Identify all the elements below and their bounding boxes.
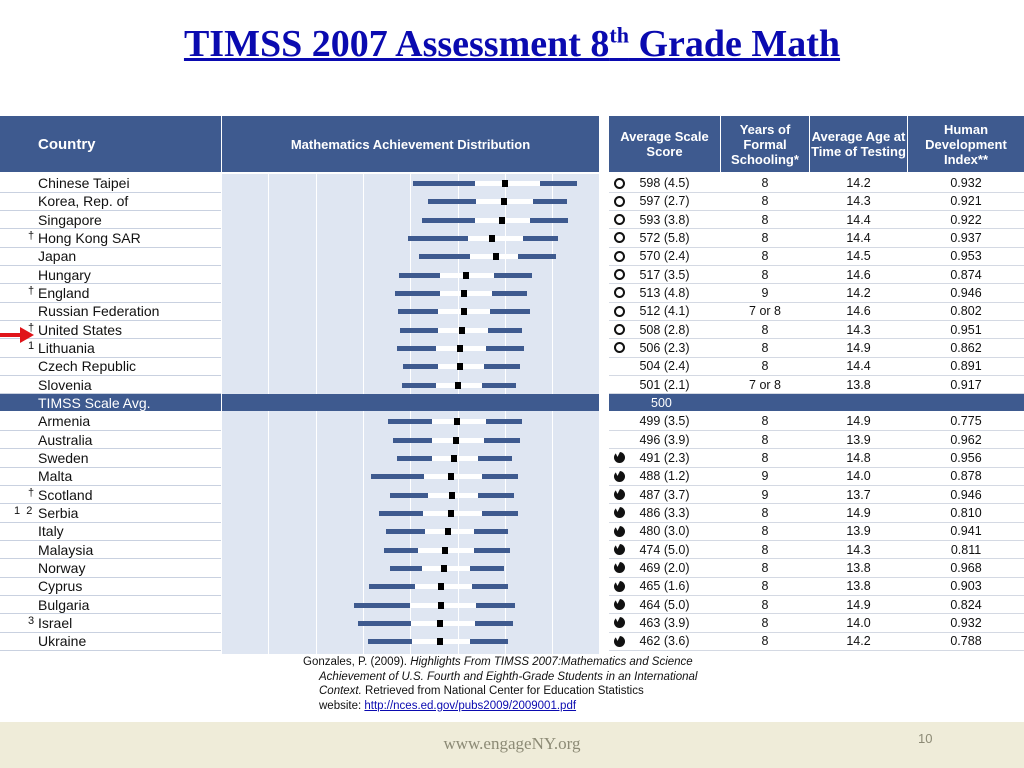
confidence-bar-left: [423, 511, 449, 516]
percentile-bar-high: [482, 383, 516, 388]
percentile-bar-high: [486, 346, 524, 351]
hdi-header: Human Development Index**: [908, 116, 1024, 172]
footer-bar: [0, 722, 1024, 768]
percentile-bar-high: [470, 566, 504, 571]
score-cell: 572 (5.8): [639, 230, 690, 245]
age-cell: 13.8: [846, 560, 871, 575]
row-divider: [0, 247, 221, 248]
percentile-bar-low: [402, 383, 436, 388]
years-schooling-header: Years of Formal Schooling*: [721, 116, 809, 172]
confidence-bar-left: [418, 548, 442, 553]
confidence-bar-left: [438, 364, 458, 369]
country-name: Russian Federation: [38, 303, 160, 320]
mean-marker: [501, 198, 507, 205]
score-cell: 501 (2.1): [639, 377, 690, 392]
score-cell: 486 (3.3): [639, 505, 690, 520]
hdi-cell: 0.956: [950, 450, 982, 465]
country-name: Lithuania: [38, 339, 95, 356]
grid-line: [410, 174, 411, 654]
hdi-cell: 0.932: [950, 176, 982, 190]
mean-marker: [459, 327, 465, 334]
score-cell: 593 (3.8): [639, 212, 690, 227]
percentile-bar-high: [486, 419, 522, 424]
years-cell: 8: [761, 230, 769, 245]
grid-line: [458, 174, 459, 654]
score-cell: 488 (1.2): [639, 469, 690, 484]
percentile-bar-low: [398, 309, 438, 314]
age-cell: 14.8: [846, 450, 871, 465]
age-cell: 14.2: [846, 176, 871, 190]
years-cell: 8: [761, 322, 769, 337]
percentile-bar-low: [397, 456, 432, 461]
hdi-cell: 0.937: [950, 230, 982, 245]
country-name: Malta: [38, 468, 73, 485]
score-cell: 512 (4.1): [639, 304, 690, 319]
percentile-bar-low: [379, 511, 423, 516]
score-cell: 500: [651, 395, 672, 410]
citation: Gonzales, P. (2009). Highlights From TIMSS 2007:Mathematics and Science Achievement of U.S. Fourth and Eighth-Grade Students in an International Context. Retrieved from National Center for Education Statistics website: http://nces.ed.gov/pubs2009/2009001.pdf: [303, 656, 698, 712]
country-name: Norway: [38, 559, 86, 576]
page-number: 10: [918, 731, 933, 746]
row-divider: [0, 632, 221, 633]
years-cell: 8: [761, 579, 769, 594]
years-cell: 8: [761, 340, 769, 355]
country-name: Bulgaria: [38, 596, 90, 613]
significantly-lower-icon: [614, 636, 625, 647]
percentile-bar-high: [478, 493, 514, 498]
age-cell: 14.4: [846, 230, 871, 245]
years-cell: 8: [761, 634, 769, 649]
mean-marker: [442, 547, 448, 554]
hdi-cell: 0.903: [950, 579, 982, 594]
years-cell: 8: [761, 524, 769, 539]
row-divider: [0, 448, 221, 449]
country-name: TIMSS Scale Avg.: [38, 394, 151, 411]
country-name: Slovenia: [38, 376, 92, 393]
hdi-cell: 0.922: [950, 212, 982, 227]
score-cell: 487 (3.7): [639, 487, 690, 502]
percentile-bar-high: [472, 584, 508, 589]
row-divider: [0, 503, 221, 504]
row-divider: [0, 265, 221, 266]
score-cell: 597 (2.7): [639, 194, 690, 209]
mean-marker: [441, 565, 447, 572]
country-name: Chinese Taipei: [38, 175, 130, 191]
score-cell: 491 (2.3): [639, 450, 690, 465]
footnote-mark: †: [28, 229, 35, 242]
percentile-bar-high: [492, 291, 527, 296]
percentile-bar-low: [369, 584, 415, 589]
hdi-cell: 0.810: [950, 505, 982, 520]
country-name: Italy: [38, 523, 64, 540]
confidence-bar-left: [432, 438, 454, 443]
years-cell: 8: [761, 560, 769, 575]
percentile-bar-high: [533, 199, 567, 204]
age-cell: 14.3: [846, 194, 871, 209]
percentile-bar-high: [518, 254, 556, 259]
percentile-bar-low: [384, 548, 418, 553]
percentile-bar-low: [393, 438, 432, 443]
row-divider: [0, 577, 221, 578]
mean-marker: [502, 180, 508, 187]
percentile-bar-high: [476, 603, 515, 608]
score-cell: 480 (3.0): [639, 524, 690, 539]
score-cell: 508 (2.8): [639, 322, 690, 337]
percentile-bar-high: [484, 438, 520, 443]
percentile-bar-high: [490, 309, 530, 314]
footnote-mark: †: [28, 321, 35, 334]
years-cell: 9: [761, 469, 769, 484]
country-name: Sweden: [38, 449, 89, 466]
country-name: Hungary: [38, 266, 91, 283]
country-name: Ukraine: [38, 633, 87, 650]
country-name: Armenia: [38, 413, 91, 430]
years-cell: 8: [761, 505, 769, 520]
hdi-cell: 0.962: [950, 432, 982, 447]
avg-score-header: Average Scale Score: [609, 116, 720, 172]
confidence-bar-left: [424, 474, 451, 479]
age-cell: 14.2: [846, 285, 871, 300]
country-name: Australia: [38, 431, 93, 448]
percentile-bar-low: [388, 419, 432, 424]
hdi-cell: 0.862: [950, 340, 982, 355]
percentile-bar-low: [399, 273, 440, 278]
confidence-bar-left: [468, 236, 488, 241]
age-cell: 14.3: [846, 322, 871, 337]
avg-age-header: Average Age at Time of Testing: [810, 116, 907, 172]
footnote-mark: 1: [28, 339, 35, 352]
score-cell: 496 (3.9): [639, 432, 690, 447]
score-cell: 504 (2.4): [639, 359, 690, 374]
hdi-cell: 0.953: [950, 249, 982, 264]
significantly-lower-icon: [614, 581, 625, 592]
confidence-bar-left: [412, 639, 440, 644]
mean-marker: [489, 235, 495, 242]
age-cell: 14.4: [846, 359, 871, 374]
percentile-bar-low: [428, 199, 476, 204]
country-name: Japan: [38, 248, 77, 265]
country-name: England: [38, 284, 90, 301]
hdi-cell: 0.921: [950, 194, 982, 209]
score-cell: 464 (5.0): [639, 597, 690, 612]
percentile-bar-high: [474, 529, 508, 534]
row-divider: [0, 595, 221, 596]
years-cell: 8: [761, 212, 769, 227]
confidence-bar-left: [475, 218, 498, 223]
confidence-bar-left: [432, 456, 452, 461]
percentile-bar-high: [470, 639, 508, 644]
grid-line: [552, 174, 553, 654]
age-cell: 14.9: [846, 597, 871, 612]
avg-row-band-dist: [222, 394, 599, 411]
row-divider: [0, 650, 221, 651]
footnote-mark: †: [28, 284, 35, 297]
years-cell: 8: [761, 450, 769, 465]
percentile-bar-high: [530, 218, 568, 223]
hdi-cell: 0.951: [950, 322, 982, 337]
significantly-lower-icon: [614, 471, 625, 482]
age-cell: 14.6: [846, 267, 871, 282]
mean-marker: [445, 528, 451, 535]
score-cell: 506 (2.3): [639, 340, 690, 355]
percentile-bar-low: [358, 621, 411, 626]
age-cell: 14.9: [846, 414, 871, 429]
country-name: Malaysia: [38, 541, 94, 558]
age-cell: 13.9: [846, 432, 871, 447]
hdi-cell: 0.824: [950, 597, 982, 612]
country-name: Czech Republic: [38, 358, 137, 375]
country-header: Country: [0, 116, 221, 172]
percentile-bar-low: [368, 639, 412, 644]
mean-marker: [437, 638, 443, 645]
mean-marker: [437, 620, 443, 627]
age-cell: 14.0: [846, 469, 871, 484]
mean-marker: [461, 290, 467, 297]
percentile-bar-low: [390, 566, 422, 571]
country-name: Israel: [38, 614, 73, 631]
mean-marker: [438, 583, 444, 590]
row-divider: [0, 467, 221, 468]
row-divider: [0, 430, 221, 431]
mean-marker: [448, 473, 454, 480]
mean-marker: [449, 492, 455, 499]
years-cell: 8: [761, 267, 769, 282]
score-cell: 499 (3.5): [639, 414, 690, 429]
score-cell: 462 (3.6): [639, 634, 690, 649]
percentile-bar-low: [395, 291, 440, 296]
age-cell: 14.6: [846, 304, 871, 319]
mean-marker: [438, 602, 444, 609]
age-cell: 14.0: [846, 615, 871, 630]
percentile-bar-high: [484, 364, 520, 369]
confidence-bar-right: [444, 566, 470, 571]
row-divider: [609, 650, 1024, 651]
percentile-bar-low: [397, 346, 436, 351]
percentile-bar-low: [422, 218, 475, 223]
row-divider: [0, 210, 221, 211]
country-name: Cyprus: [38, 578, 83, 595]
hdi-cell: 0.775: [950, 414, 982, 429]
age-cell: 13.8: [846, 579, 871, 594]
score-cell: 517 (3.5): [639, 267, 690, 282]
percentile-bar-low: [419, 254, 470, 259]
mean-marker: [451, 455, 457, 462]
mean-marker: [461, 308, 467, 315]
country-name: Hong Kong SAR: [38, 229, 141, 246]
years-cell: 8: [761, 414, 769, 429]
grid-line: [505, 174, 506, 654]
confidence-bar-right: [441, 584, 472, 589]
confidence-bar-right: [451, 474, 482, 479]
distribution-header: Mathematics Achievement Distribution: [222, 116, 599, 172]
age-cell: 14.2: [846, 634, 871, 649]
confidence-bar-left: [438, 309, 460, 314]
percentile-bar-high: [540, 181, 577, 186]
hdi-cell: 0.788: [950, 634, 982, 649]
percentile-bar-low: [390, 493, 428, 498]
percentile-bar-low: [400, 328, 438, 333]
years-cell: 8: [761, 542, 769, 557]
mean-marker: [448, 510, 454, 517]
row-divider: [0, 375, 221, 376]
mean-marker: [463, 272, 469, 279]
confidence-bar-right: [447, 529, 474, 534]
percentile-bar-high: [482, 474, 518, 479]
significantly-lower-icon: [614, 599, 625, 610]
percentile-bar-high: [478, 456, 512, 461]
significantly-lower-icon: [614, 526, 625, 537]
percentile-bar-low: [371, 474, 424, 479]
years-cell: 8: [761, 597, 769, 612]
slide-title: TIMSS 2007 Assessment 8th Grade Math: [183, 22, 841, 65]
hdi-cell: 0.874: [950, 267, 982, 282]
red-arrow-icon: [0, 327, 34, 343]
score-cell: 469 (2.0): [639, 560, 690, 575]
row-divider: [0, 540, 221, 541]
percentile-bar-low: [413, 181, 475, 186]
country-name: Scotland: [38, 486, 93, 503]
confidence-bar-right: [440, 639, 470, 644]
percentile-bar-high: [475, 621, 513, 626]
age-cell: 14.9: [846, 505, 871, 520]
footer-url: www.engageNY.org: [443, 734, 581, 753]
mean-marker: [499, 217, 505, 224]
age-cell: 14.9: [846, 340, 871, 355]
years-cell: 8: [761, 432, 769, 447]
percentile-bar-high: [523, 236, 558, 241]
mean-marker: [454, 418, 460, 425]
country-name: United States: [38, 321, 123, 338]
country-name: Singapore: [38, 211, 102, 228]
age-cell: 14.5: [846, 249, 871, 264]
years-cell: 8: [761, 194, 769, 209]
age-cell: 14.4: [846, 212, 871, 227]
years-cell: 8: [761, 249, 769, 264]
confidence-bar-left: [428, 493, 450, 498]
years-cell: 7 or 8: [749, 377, 781, 392]
confidence-bar-right: [440, 603, 476, 608]
percentile-bar-high: [482, 511, 518, 516]
mean-marker: [453, 437, 459, 444]
years-cell: 9: [761, 487, 769, 502]
mean-marker: [457, 345, 463, 352]
country-name: Serbia: [38, 504, 79, 521]
confidence-bar-right: [456, 419, 486, 424]
confidence-bar-left: [436, 346, 458, 351]
confidence-bar-left: [436, 383, 456, 388]
score-cell: 513 (4.8): [639, 285, 690, 300]
hdi-cell: 0.811: [950, 542, 982, 557]
row-divider: [0, 558, 221, 559]
hdi-cell: 0.932: [950, 615, 982, 630]
footnote-mark: 1 2: [14, 504, 33, 517]
score-cell: 463 (3.9): [639, 615, 690, 630]
hdi-cell: 0.946: [950, 487, 982, 502]
years-cell: 8: [761, 615, 769, 630]
confidence-bar-left: [440, 291, 460, 296]
hdi-cell: 0.917: [950, 377, 982, 392]
hdi-cell: 0.891: [950, 359, 982, 374]
mean-marker: [455, 382, 461, 389]
age-cell: 13.9: [846, 524, 871, 539]
row-divider: [0, 522, 221, 523]
age-cell: 13.7: [846, 487, 871, 502]
years-cell: 8: [761, 359, 769, 374]
mean-marker: [493, 253, 499, 260]
mean-marker: [457, 363, 463, 370]
hdi-cell: 0.802: [950, 304, 982, 319]
years-cell: 7 or 8: [749, 304, 781, 319]
percentile-bar-low: [403, 364, 438, 369]
grid-line: [268, 174, 269, 654]
confidence-bar-left: [470, 254, 492, 259]
percentile-bar-low: [354, 603, 410, 608]
confidence-bar-left: [475, 181, 498, 186]
percentile-bar-high: [474, 548, 510, 553]
confidence-bar-left: [476, 199, 500, 204]
percentile-bar-high: [488, 328, 522, 333]
percentile-bar-low: [408, 236, 468, 241]
years-cell: 8: [761, 176, 769, 190]
confidence-bar-left: [411, 621, 440, 626]
hdi-cell: 0.968: [950, 560, 982, 575]
confidence-bar-left: [440, 273, 463, 278]
score-cell: 474 (5.0): [639, 542, 690, 557]
significantly-higher-icon: [614, 196, 625, 207]
confidence-bar-left: [410, 603, 440, 608]
significantly-higher-icon: [614, 306, 625, 317]
confidence-bar-left: [432, 419, 456, 424]
score-cell: 598 (4.5): [639, 176, 690, 190]
grid-line: [316, 174, 317, 654]
footnote-mark: †: [28, 486, 35, 499]
years-cell: 9: [761, 285, 769, 300]
hdi-cell: 0.941: [950, 524, 982, 539]
country-name: Korea, Rep. of: [38, 193, 129, 210]
percentile-bar-low: [386, 529, 425, 534]
significantly-higher-icon: [614, 251, 625, 262]
percentile-bar-high: [494, 273, 532, 278]
footnote-mark: 3: [28, 614, 35, 627]
confidence-bar-right: [440, 621, 475, 626]
confidence-bar-left: [438, 328, 460, 333]
age-cell: 14.3: [846, 542, 871, 557]
score-cell: 465 (1.6): [639, 579, 690, 594]
age-cell: 13.8: [846, 377, 871, 392]
grid-line: [363, 174, 364, 654]
hdi-cell: 0.878: [950, 469, 982, 484]
significantly-higher-icon: [614, 178, 625, 189]
source-link[interactable]: http://nces.ed.gov/pubs2009/2009001.pdf: [364, 699, 577, 712]
hdi-cell: 0.946: [950, 285, 982, 300]
confidence-bar-left: [425, 529, 447, 534]
score-cell: 570 (2.4): [639, 249, 690, 264]
